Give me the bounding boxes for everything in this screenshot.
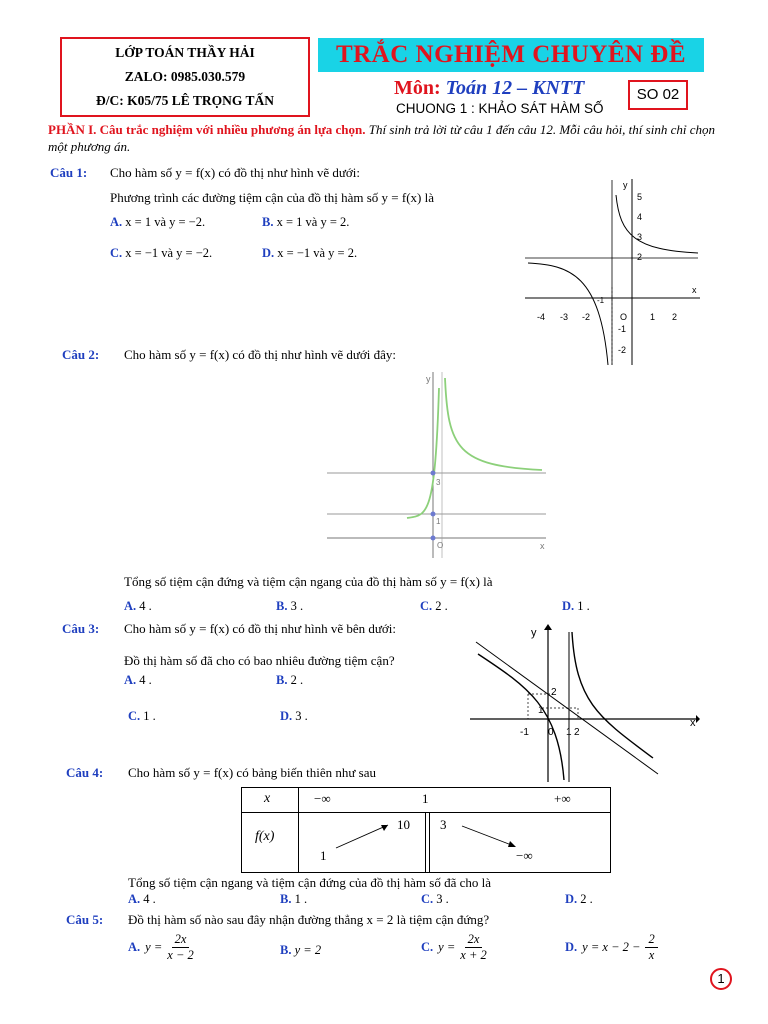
q1-ytick: 5	[637, 192, 643, 202]
q1-xtick: -3	[560, 312, 569, 322]
q3-option-a[interactable]: A. 4 .	[124, 673, 152, 687]
q1-y-label: y	[623, 180, 628, 190]
q2-x-label: x	[540, 541, 545, 551]
q1-ytick: -2	[618, 345, 627, 355]
q3-x-label: x	[690, 717, 696, 729]
subject-label: Môn:	[394, 77, 441, 99]
q4-stem: Cho hàm số y = f(x) có bảng biến thiên như sau	[128, 765, 376, 780]
q2-stem: Cho hàm số y = f(x) có đồ thị như hình vẽ dưới đây:	[124, 347, 397, 362]
q1-xtick: -2	[582, 312, 591, 322]
q3-xtick: -1	[520, 727, 529, 738]
q1-ytick: 4	[637, 212, 643, 222]
q5-option-b[interactable]: B. y = 2	[280, 943, 322, 957]
q1-option-b[interactable]: B. x = 1 và y = 2.	[262, 215, 350, 229]
table-value-1: 1	[320, 848, 327, 863]
q3-xtick: 2	[574, 727, 580, 738]
q1-xtick: -4	[537, 312, 546, 322]
q1-ytick: 2	[637, 252, 643, 262]
q3-y-label: y	[531, 627, 537, 639]
q5-option-a[interactable]: A. y = $\frac{2x}{x - 2}$	[128, 932, 194, 962]
table-one: 1	[422, 791, 429, 806]
q3-xtick: 0	[548, 727, 554, 738]
chapter-line: CHUONG 1 : KHẢO SÁT HÀM SỐ	[396, 101, 604, 116]
q4-option-d[interactable]: D. 2 .	[565, 892, 593, 906]
table-value-10: 10	[397, 817, 410, 832]
q1-stem2: Phương trình các đường tiệm cận của đồ thị hàm số y = f(x) là	[110, 190, 434, 205]
q1-option-d[interactable]: D. x = −1 và y = 2.	[262, 246, 358, 260]
q5-option-d[interactable]: D. y = x − 2 − $\frac{2}{x}$	[565, 932, 658, 963]
q4-option-b[interactable]: B. 1 .	[280, 892, 308, 906]
fraction: $\frac{2}{x}$	[645, 932, 657, 963]
q3-option-d[interactable]: D. 3 .	[280, 709, 308, 723]
q2-origin: O	[437, 541, 444, 550]
variation-table	[241, 787, 611, 873]
school-zalo: ZALO: 0985.030.579	[124, 69, 246, 84]
table-pos-inf: +∞	[554, 791, 571, 806]
q2-graph	[322, 368, 547, 560]
q1-ytick: 3	[637, 232, 643, 242]
q3-stem: Cho hàm số y = f(x) có đồ thị như hình vẽ bên dưới:	[124, 621, 397, 636]
q5-stem: Đồ thị hàm số nào sau đây nhận đường thẳng x = 2 là tiệm cận đứng?	[128, 912, 490, 927]
q2-stem2: Tổng số tiệm cận đứng và tiệm cận ngang của đồ thị hàm số y = f(x) là	[124, 574, 493, 589]
q3-ytick: 2	[551, 687, 557, 698]
q1-option-c[interactable]: C. x = −1 và y = −2.	[110, 246, 213, 260]
table-value-neg-inf: −∞	[516, 848, 533, 863]
school-name: LỚP TOÁN THẦY HẢI	[115, 45, 255, 60]
subject-name: Toán 12 – KNTT	[445, 77, 585, 99]
part-title: PHẦN I. Câu trắc nghiệm với nhiều phương án lựa chọn.	[48, 122, 366, 137]
q3-option-b[interactable]: B. 2 .	[276, 673, 304, 687]
fraction: $\frac{2x}{x + 2}$	[460, 932, 487, 962]
page-number: 1	[710, 968, 732, 990]
q5-option-c[interactable]: C. y = $\frac{2x}{x + 2}$	[421, 932, 487, 962]
table-neg-inf: −∞	[314, 791, 331, 806]
q2-option-a[interactable]: A. 4 .	[124, 599, 152, 613]
q4-label: Câu 4:	[66, 765, 104, 780]
code-badge: SO 02	[628, 80, 688, 110]
q3-stem2: Đồ thị hàm số đã cho có bao nhiêu đường tiệm cận?	[124, 653, 395, 668]
q2-tick-1: 1	[436, 517, 441, 526]
q2-option-c[interactable]: C. 2 .	[420, 599, 448, 613]
table-x-header: x	[264, 791, 271, 806]
q1-x-label: x	[692, 285, 697, 295]
q3-option-c[interactable]: C. 1 .	[128, 709, 156, 723]
q4-stem2: Tổng số tiệm cận ngang và tiệm cận đứng của đồ thị hàm số đã cho là	[128, 875, 492, 890]
q1-stem: Cho hàm số y = f(x) có đồ thị như hình vẽ dưới:	[110, 165, 360, 180]
q1-xtick: 1	[650, 312, 656, 322]
part-heading	[48, 121, 716, 155]
q4-option-a[interactable]: A. 4 .	[128, 892, 156, 906]
q3-xtick: 1	[566, 727, 572, 738]
school-address: Đ/C: K05/75 LÊ TRỌNG TẤN	[95, 93, 275, 108]
table-fx-header: f(x)	[255, 829, 275, 844]
table-arrows	[242, 788, 610, 872]
q5-label: Câu 5:	[66, 912, 104, 927]
q1-graph	[520, 175, 705, 370]
school-info-box	[60, 37, 310, 117]
q3-graph	[468, 622, 700, 784]
q2-tick-3: 3	[436, 478, 441, 487]
subject-line	[394, 76, 584, 100]
part-instruction: Thí sinh trả lời từ câu 1 đến câu 12. Mỗi câu hỏi, thí sinh chỉ chọn một phương án.	[48, 122, 715, 154]
q1-xtick: 2	[672, 312, 678, 322]
page-title: TRẮC NGHIỆM CHUYÊN ĐỀ	[318, 38, 704, 72]
fraction: $\frac{2x}{x - 2}$	[167, 932, 194, 962]
q1-ytick: -1	[618, 324, 627, 334]
q2-option-d[interactable]: D. 1 .	[562, 599, 590, 613]
q4-option-c[interactable]: C. 3 .	[421, 892, 449, 906]
q2-y-label: y	[426, 374, 431, 384]
table-value-3: 3	[440, 817, 447, 832]
q3-label: Câu 3:	[62, 621, 100, 636]
q3-ytick: 1	[538, 705, 544, 716]
q1-label: Câu 1:	[50, 165, 88, 180]
q2-label: Câu 2:	[62, 347, 100, 362]
q1-origin: O	[620, 312, 628, 322]
q2-option-b[interactable]: B. 3 .	[276, 599, 304, 613]
q1-option-a[interactable]: A. x = 1 và y = −2.	[110, 215, 206, 229]
q1-xtick: -1	[597, 296, 605, 305]
